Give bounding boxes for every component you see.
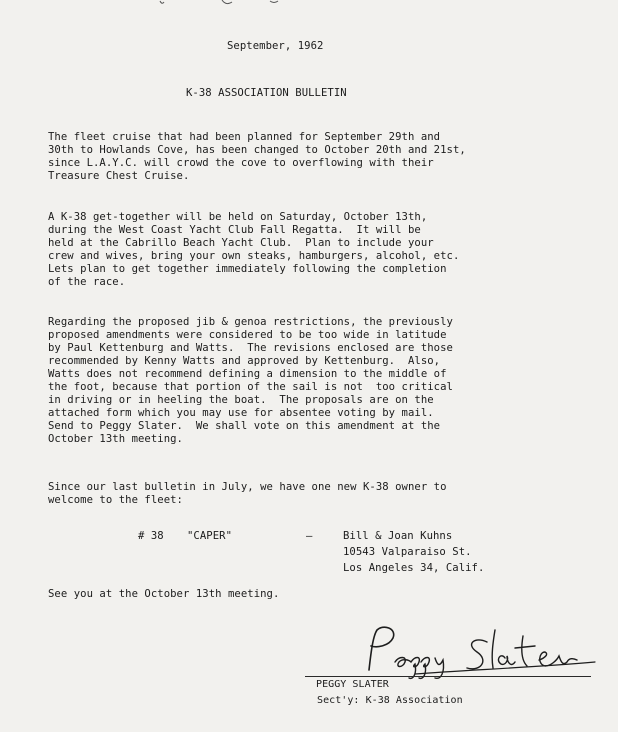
address-line: Los Angeles 34, Calif. — [343, 562, 485, 574]
paragraph-get-together — [48, 211, 459, 289]
paragraph-line: of the race. — [48, 276, 126, 288]
paragraph-line: Watts does not recommend defining a dimension to the middle of — [48, 368, 447, 380]
boat-name: "CAPER" — [187, 530, 232, 542]
paragraph-line: Since our last bulletin in July, we have one new K-38 owner to — [48, 481, 447, 493]
paragraph-line: crew and wives, bring your own steaks, hamburgers, alcohol, etc. — [48, 250, 460, 262]
paragraph-line: The fleet cruise that had been planned for September 29th and — [48, 131, 441, 143]
paragraph-line: Send to Peggy Slater. We shall vote on this amendment at the — [48, 420, 441, 432]
paragraph-line: welcome to the fleet: — [48, 494, 183, 506]
paragraph-line: attached form which you may use for absentee voting by mail. — [48, 407, 434, 419]
signature-line — [305, 676, 591, 677]
paragraph-line: proposed amendments were considered to be too wide in latitude — [48, 329, 447, 341]
paragraph-new-owner — [48, 481, 447, 507]
paragraph-line: A K-38 get-together will be held on Saturday, October 13th, — [48, 211, 428, 223]
boat-number: # 38 — [138, 530, 164, 542]
address-line: Bill & Joan Kuhns — [343, 530, 453, 542]
paragraph-line: Treasure Chest Cruise. — [48, 170, 190, 182]
paragraph-line: recommended by Kenny Watts and approved by Kettenburg. Also, — [48, 355, 441, 367]
closing-line: See you at the October 13th meeting. — [48, 588, 280, 600]
bulletin-title: K-38 ASSOCIATION BULLETIN — [186, 87, 347, 99]
paragraph-line: during the West Coast Yacht Club Fall Regatta. It will be — [48, 224, 421, 236]
address-line: 10543 Valparaiso St. — [343, 546, 472, 558]
paragraph-fleet-cruise — [48, 131, 466, 183]
bulletin-date: September, 1962 — [227, 40, 324, 52]
paragraph-line: in driving or in heeling the boat. The proposals are on the — [48, 394, 434, 406]
paragraph-line: held at the Cabrillo Beach Yacht Club. Plan to include your — [48, 237, 434, 249]
paragraph-jib-genoa — [48, 316, 453, 446]
paragraph-line: by Paul Kettenburg and Watts. The revisions enclosed are those — [48, 342, 453, 354]
top-edge-marks — [150, 0, 290, 8]
handwritten-signature — [355, 622, 605, 682]
signer-name: PEGGY SLATER — [316, 679, 389, 690]
signer-title: Sect'y: K-38 Association — [317, 695, 463, 706]
paragraph-line: October 13th meeting. — [48, 433, 183, 445]
paragraph-line: the foot, because that portion of the sail is not too critical — [48, 381, 453, 393]
owner-address — [343, 530, 484, 578]
paragraph-line: Regarding the proposed jib & genoa restrictions, the previously — [48, 316, 453, 328]
entry-dash: — — [306, 530, 313, 542]
paragraph-line: since L.A.Y.C. will crowd the cove to overflowing with their — [48, 157, 434, 169]
paragraph-line: 30th to Howlands Cove, has been changed to October 20th and 21st, — [48, 144, 466, 156]
paragraph-line: Lets plan to get together immediately following the completion — [48, 263, 447, 275]
